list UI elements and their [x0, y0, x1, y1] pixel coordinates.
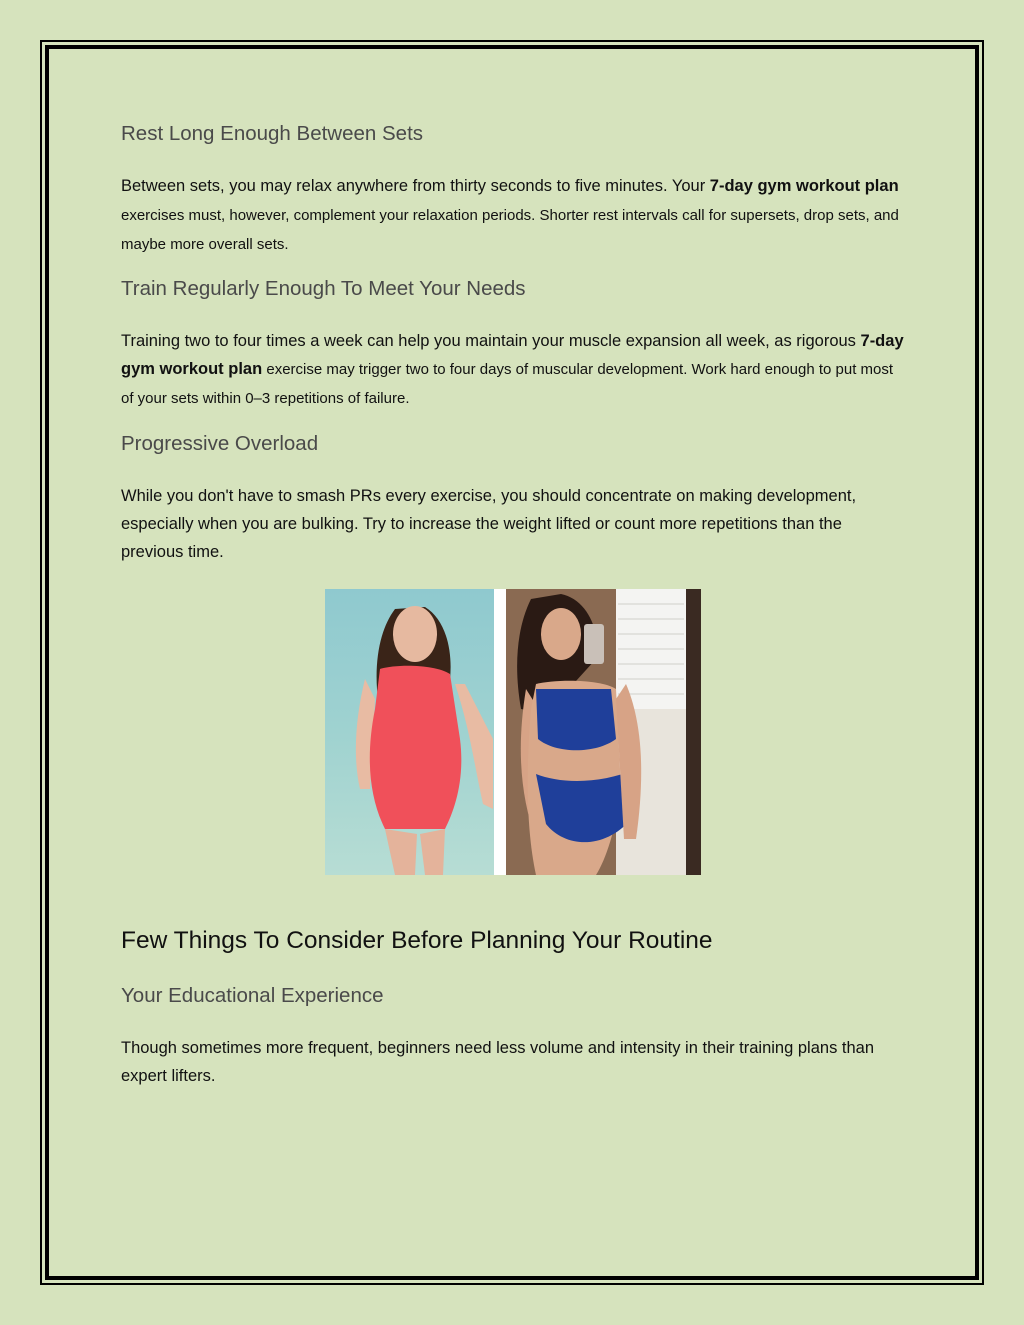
- heading-rest-between-sets: Rest Long Enough Between Sets: [121, 122, 424, 145]
- bold-keyword: 7-day gym workout plan: [709, 177, 899, 195]
- paragraph-rest-between-sets: Between sets, you may relax anywhere from thirty seconds to five minutes. Your 7-day gym workout plan exercises must, however, complement your relaxation periods. Shorter rest intervals call for supersets, drop sets, and maybe more overall sets.: [121, 177, 899, 253]
- heading-educational-experience: Your Educational Experience: [121, 984, 384, 1007]
- main-heading: Few Things To Consider Before Planning Your Routine: [121, 927, 713, 954]
- paragraph-train-regularly: Training two to four times a week can help you maintain your muscle expansion all week, as rigorous 7-day gym workout plan exercise may trigger two to four days of muscular development. Work hard enough to put most of your sets within 0–3 repetitions of failure.: [121, 332, 904, 407]
- bold-keyword: 7-day gym workout plan: [121, 332, 904, 378]
- paragraph-progressive-overload: While you don't have to smash PRs every exercise, you should concentrate on making development, especially when you are bulking. Try to increase the weight lifted or count more repetitions than the previous time.: [121, 487, 857, 561]
- after-photo: [506, 589, 701, 875]
- heading-progressive-overload: Progressive Overload: [121, 432, 319, 455]
- before-photo: [325, 589, 494, 875]
- heading-train-regularly: Train Regularly Enough To Meet Your Needs: [121, 277, 526, 300]
- paragraph-educational-experience: Though sometimes more frequent, beginners need less volume and intensity in their training plans than expert lifters.: [121, 1039, 875, 1085]
- before-after-photo: [325, 589, 701, 875]
